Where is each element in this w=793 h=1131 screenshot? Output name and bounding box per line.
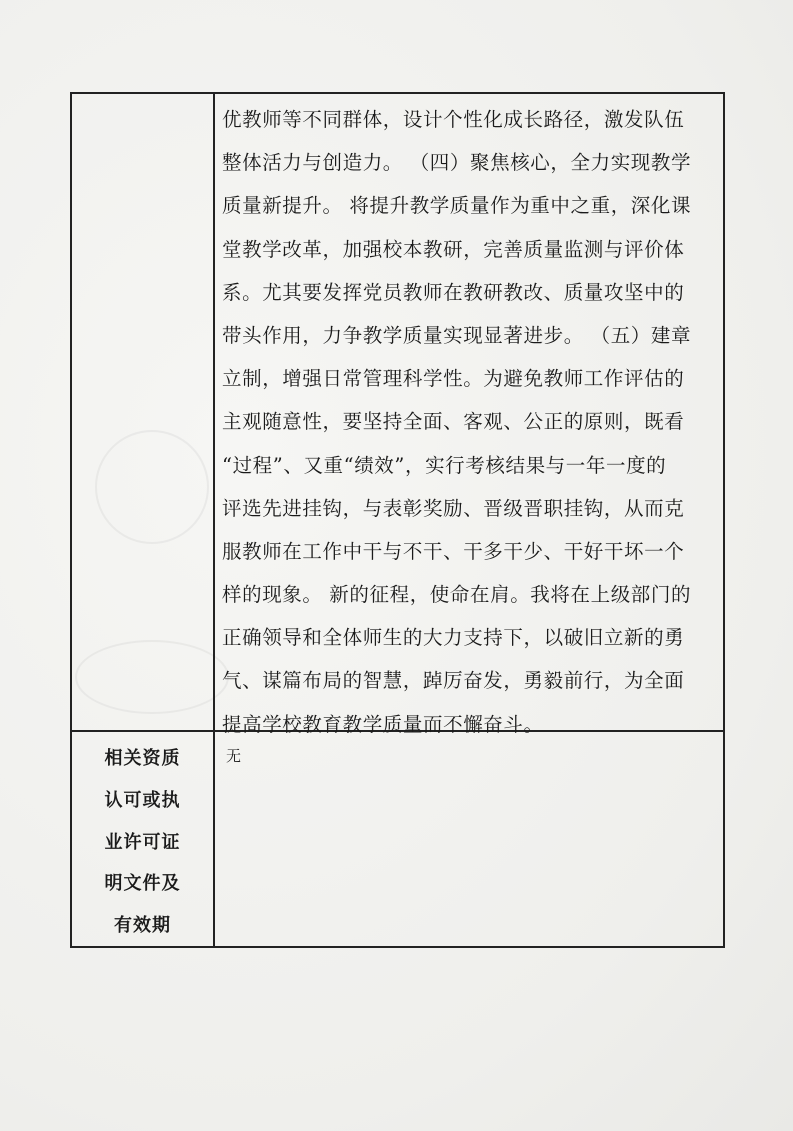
statement-cell <box>222 98 718 746</box>
qualification-label-line: 业许可证 <box>104 831 181 853</box>
statement-line: 气、谋篇布局的智慧，踔厉奋发，勇毅前行，为全面 <box>222 669 685 693</box>
qualification-label-line: 相关资质 <box>104 748 181 769</box>
statement-line: 立制，增强日常管理科学性。为避免教师工作评估的 <box>222 367 685 391</box>
statement-line: 正确领导和全体师生的大力支持下，以破旧立新的勇 <box>222 626 685 650</box>
statement-line: 优教师等不同群体，设计个性化成长路径，激发队伍 <box>222 108 685 131</box>
qualification-label-line: 明文件及 <box>104 873 181 895</box>
statement-line: 样的现象。 新的征程，使命在肩。我将在上级部门的 <box>222 583 692 607</box>
statement-line: “过程”、又重“绩效”，实行考核结果与一年一度的 <box>222 453 667 477</box>
statement-line: 评选先进挂钩，与表彰奖励、晋级晋职挂钩，从而克 <box>222 496 685 520</box>
qualification-label-line: 有效期 <box>114 915 171 937</box>
statement-line: 整体活力与创造力。 （四）聚焦核心，全力实现教学 <box>222 151 692 175</box>
qualification-value: 无 <box>226 747 242 765</box>
statement-line: 服教师在工作中干与不干、干多干少、干好干坏一个 <box>222 539 685 563</box>
statement-line: 堂教学改革，加强校本教研，完善质量监测与评价体 <box>222 237 685 261</box>
form-table <box>70 92 725 948</box>
statement-line: 主观随意性，要坚持全面、客观、公正的原则，既看 <box>222 410 685 434</box>
qualification-label-cell <box>72 738 213 947</box>
statement-line: 质量新提升。 将提升教学质量作为重中之重，深化课 <box>222 194 692 218</box>
statement-line: 提高学校教育教学质量而不懈奋斗。 <box>222 712 544 736</box>
statement-line: 系。尤其要发挥党员教师在教研教改、质量攻坚中的 <box>222 280 685 304</box>
statement-line: 带头作用，力争教学质量实现显著进步。 （五）建章 <box>222 323 692 347</box>
qualification-label-line: 认可或执 <box>104 789 181 811</box>
table-column-divider <box>213 94 215 946</box>
